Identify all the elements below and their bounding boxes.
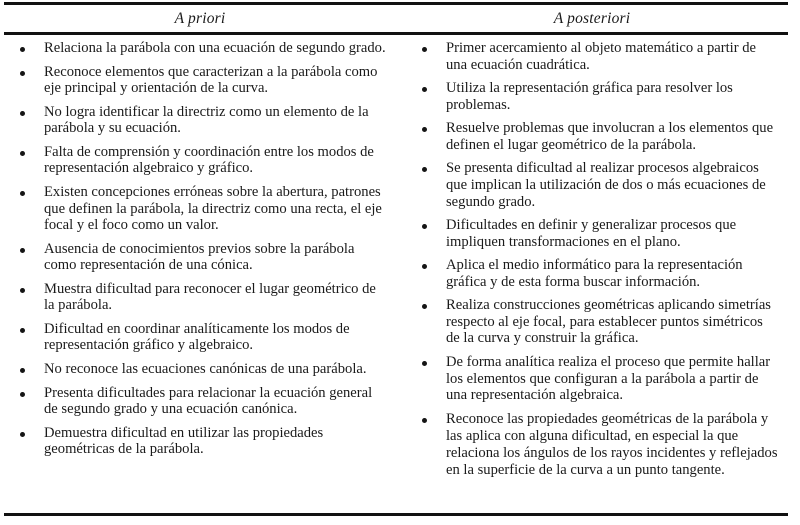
list-item-text: Presenta dificultades para relacionar la ecuación general de segundo grado y una ecuación canónica. — [44, 384, 373, 418]
list-item — [406, 257, 778, 290]
list-item — [406, 160, 778, 210]
bullet-list-a-posteriori — [406, 40, 778, 480]
list-item-text: Realiza construcciones geométricas aplicando simetrías respecto al eje focal, para establecer puntos simétricos de la curva y construir la gráfica. — [446, 297, 771, 347]
list-item — [6, 361, 386, 378]
table-column-a-priori — [4, 37, 396, 511]
list-item — [6, 64, 386, 97]
list-item — [406, 411, 778, 480]
list-item-text: Primer acercamiento al objeto matemático a partir de una ecuación cuadrática. — [446, 40, 756, 73]
list-item — [406, 217, 778, 250]
list-item-text: Utiliza la representación gráfica para resolver los problemas. — [446, 80, 733, 113]
list-item — [6, 104, 386, 137]
list-item — [6, 241, 386, 274]
table-header-row — [4, 6, 788, 31]
table-bottom-rule — [4, 513, 788, 516]
list-item — [406, 354, 778, 404]
list-item — [6, 385, 386, 418]
list-item-text: Aplica el medio informático para la representación gráfica y de esta forma buscar información. — [446, 257, 743, 290]
table-body-row — [4, 37, 788, 511]
list-item-text: Se presenta dificultad al realizar procesos algebraicos que implican la utilización de dos o más ecuaciones de segundo grado. — [446, 160, 766, 210]
column-header-a-posteriori — [396, 6, 788, 31]
list-item-text: Falta de comprensión y coordinación entre los modos de representación algebraico y gráfico. — [44, 143, 374, 177]
list-item-text: No logra identificar la directriz como un elemento de la parábola y su ecuación. — [44, 103, 369, 137]
list-item — [6, 40, 386, 57]
list-item — [406, 297, 778, 347]
list-item-text: Resuelve problemas que involucran a los elementos que definen el lugar geométrico de la parábola. — [446, 120, 774, 153]
column-header-label: A priori — [174, 9, 226, 27]
list-item — [406, 80, 778, 113]
list-item-text: Dificultades en definir y generalizar procesos que impliquen transformaciones en el plano. — [446, 217, 737, 250]
list-item-text: Demuestra dificultad en utilizar las propiedades geométricas de la parábola. — [44, 424, 324, 458]
list-item — [6, 425, 386, 458]
list-item-text: Reconoce elementos que caracterizan a la parábola como eje principal y orientación de la curva. — [44, 63, 378, 97]
list-item — [6, 281, 386, 314]
list-item — [406, 40, 778, 73]
list-item — [6, 321, 386, 354]
list-item — [6, 144, 386, 177]
list-item-text: Ausencia de conocimientos previos sobre la parábola como representación de una cónica. — [44, 240, 355, 274]
list-item-text: Existen concepciones erróneas sobre la abertura, patrones que definen la parábola, la directriz como una recta, el eje focal y el foco como un valor. — [44, 183, 382, 234]
list-item-text: Dificultad en coordinar analíticamente los modos de representación gráfico y algebraico. — [44, 320, 350, 354]
list-item-text: No reconoce las ecuaciones canónicas de una parábola. — [44, 361, 367, 377]
table-header-rule — [4, 32, 788, 35]
table-top-rule — [4, 2, 788, 5]
list-item-text: Reconoce las propiedades geométricas de la parábola y las aplica con alguna dificultad, en especial la que relaciona los ángulos de los rayos incidentes y reflejados en la superficie de la curva a un punto tangente. — [446, 410, 778, 479]
bullet-list-a-priori — [6, 40, 386, 458]
list-item — [406, 120, 778, 153]
table-column-a-posteriori — [396, 37, 788, 511]
column-header-a-priori — [4, 6, 396, 31]
column-header-label: A posteriori — [553, 9, 631, 27]
list-item — [6, 184, 386, 234]
list-item-text: Muestra dificultad para reconocer el lugar geométrico de la parábola. — [44, 280, 376, 314]
list-item-text: Relaciona la parábola con una ecuación de segundo grado. — [44, 40, 386, 56]
list-item-text: De forma analítica realiza el proceso que permite hallar los elementos que configuran a la parábola a partir de una representación algebraica. — [446, 354, 771, 404]
